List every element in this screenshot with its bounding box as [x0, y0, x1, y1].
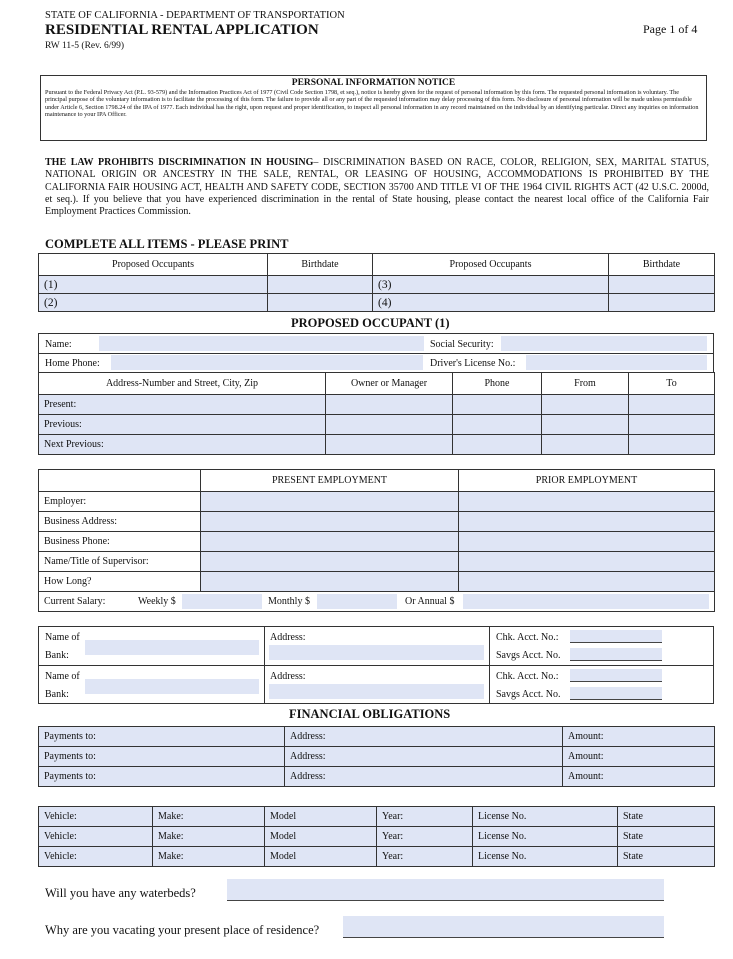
payments-address-1[interactable] — [285, 727, 563, 747]
occupant-4-label: (4) — [378, 296, 392, 309]
vacating-input[interactable] — [343, 916, 664, 938]
payments-amount-1[interactable] — [563, 727, 715, 747]
vehicle-label-3: Vehicle: — [44, 851, 77, 862]
present-label: Present: — [44, 399, 77, 410]
vehicle-model-1[interactable] — [265, 807, 377, 827]
vehicle-make-1[interactable] — [153, 807, 265, 827]
col-proposed-occupants-2: Proposed Occupants — [373, 254, 609, 276]
year-label-1: Year: — [382, 811, 404, 822]
bank-2-savgs-input[interactable] — [570, 687, 662, 700]
bank-accounts-box — [38, 626, 714, 704]
vehicle-2[interactable] — [39, 827, 153, 847]
prior-supervisor-input[interactable] — [459, 552, 715, 572]
occupant-2-label: (2) — [44, 296, 58, 309]
model-label-1: Model — [270, 811, 297, 822]
occupant-3-birthdate[interactable] — [609, 276, 715, 294]
occupant-4-field[interactable] — [373, 294, 609, 312]
drivers-license-label: Driver's License No.: — [430, 358, 516, 369]
present-to-field[interactable] — [629, 395, 715, 415]
occupant-2-birthdate[interactable] — [268, 294, 373, 312]
vehicles-table — [38, 806, 715, 867]
prior-employment-heading: PRIOR EMPLOYMENT — [459, 470, 715, 492]
present-business-phone-input[interactable] — [201, 532, 459, 552]
make-label-3: Make: — [158, 851, 184, 862]
state-label-2: State — [623, 831, 643, 842]
present-address-field[interactable] — [39, 395, 326, 415]
bank-2-name-input[interactable] — [85, 679, 259, 694]
col-birthdate: Birthdate — [268, 254, 373, 276]
next-previous-address-field[interactable] — [39, 435, 326, 455]
discrimination-lead: THE LAW PROHIBITS DISCRIMINATION IN HOUSING — [45, 157, 314, 168]
occupant-info-box — [38, 333, 714, 373]
next-previous-label: Next Previous: — [44, 439, 104, 450]
previous-owner-field[interactable] — [326, 415, 453, 435]
weekly-label: Weekly $ — [138, 596, 176, 607]
previous-from-field[interactable] — [542, 415, 629, 435]
state-label-1: State — [623, 811, 643, 822]
occupant-2-field[interactable] — [39, 294, 268, 312]
bank-2-bank-label: Bank: — [45, 689, 69, 700]
financial-obligations-table — [38, 726, 715, 787]
bank-1-name-input[interactable] — [85, 640, 259, 655]
financial-obligations-heading: FINANCIAL OBLIGATIONS — [289, 707, 451, 721]
occupant-1-birthdate[interactable] — [268, 276, 373, 294]
current-salary-label: Current Salary: — [44, 596, 106, 607]
vehicle-license-3[interactable] — [473, 847, 618, 867]
state-label-3: State — [623, 851, 643, 862]
payments-address-label-3: Address: — [290, 771, 326, 782]
model-label-2: Model — [270, 831, 297, 842]
bank-2-address-label: Address: — [270, 671, 306, 682]
monthly-label: Monthly $ — [268, 596, 310, 607]
occupant-3-field[interactable] — [373, 276, 609, 294]
form-number: RW 11-5 (Rev. 6/99) — [45, 41, 125, 51]
name-label: Name: — [45, 339, 72, 350]
vehicle-model-3[interactable] — [265, 847, 377, 867]
bank-1-savgs-label: Savgs Acct. No. — [496, 650, 561, 661]
previous-label: Previous: — [44, 419, 82, 430]
supervisor-label: Name/Title of Supervisor: — [39, 552, 201, 572]
bank-2-savgs-label: Savgs Acct. No. — [496, 689, 561, 700]
privacy-notice-body: Pursuant to the Federal Privacy Act (P.L. 93-579) and the Information Practices Act of 1977 (Civil Code Section 1798, et seq.), notice is hereby given for the request of personal information by this form. The requested personal information is voluntary. The principal purpose of the voluntary information is to facilitate the processing of this form. The failure to provide all or any part of the requested information may delay processing of this form. No disclosure of personal information will be made unless permissible under Article 6, Section 1798.24 of the IPA of 1977. Each individual has the right, upon request and proper identification, to inspect all personal information in any record maintained on the individual by an identifying particular. Direct any inquiries on information maintenance to your IPA Officer. — [45, 89, 699, 118]
payments-amount-label-3: Amount: — [568, 771, 604, 782]
privacy-notice-box — [40, 75, 707, 141]
bank-1-chk-label: Chk. Acct. No.: — [496, 632, 559, 643]
annual-label: Or Annual $ — [405, 596, 455, 607]
present-employer-input[interactable] — [201, 492, 459, 512]
bank-2-chk-label: Chk. Acct. No.: — [496, 671, 559, 682]
name-input[interactable] — [99, 336, 424, 351]
col-from: From — [542, 373, 629, 395]
weekly-salary-input[interactable] — [182, 594, 262, 609]
present-supervisor-input[interactable] — [201, 552, 459, 572]
bank-1-address-input[interactable] — [269, 645, 484, 660]
vehicle-label-2: Vehicle: — [44, 831, 77, 842]
vehicle-model-2[interactable] — [265, 827, 377, 847]
vehicle-label-1: Vehicle: — [44, 811, 77, 822]
vehicle-state-3[interactable] — [618, 847, 715, 867]
vehicle-license-2[interactable] — [473, 827, 618, 847]
previous-phone-field[interactable] — [453, 415, 542, 435]
payments-amount-label-2: Amount: — [568, 751, 604, 762]
present-from-field[interactable] — [542, 395, 629, 415]
vacating-question: Why are you vacating your present place of residence? — [45, 923, 320, 937]
vehicle-state-1[interactable] — [618, 807, 715, 827]
col-address: Address-Number and Street, City, Zip — [39, 373, 326, 395]
present-employment-heading: PRESENT EMPLOYMENT — [201, 470, 459, 492]
vehicle-3[interactable] — [39, 847, 153, 867]
address-history-table — [38, 372, 715, 455]
vehicle-year-1[interactable] — [377, 807, 473, 827]
prior-employer-input[interactable] — [459, 492, 715, 512]
payments-amount-label-1: Amount: — [568, 731, 604, 742]
form-title: RESIDENTIAL RENTAL APPLICATION — [45, 22, 319, 38]
vehicle-year-2[interactable] — [377, 827, 473, 847]
model-label-3: Model — [270, 851, 297, 862]
occupant-1-label: (1) — [44, 278, 58, 291]
discrimination-notice — [45, 157, 709, 218]
payments-to-label-2: Payments to: — [44, 751, 96, 762]
agency-line: STATE OF CALIFORNIA - DEPARTMENT OF TRANSPORTATION — [45, 10, 345, 21]
year-label-3: Year: — [382, 851, 404, 862]
present-phone-field[interactable] — [453, 395, 542, 415]
payments-address-label-1: Address: — [290, 731, 326, 742]
payments-address-2[interactable] — [285, 747, 563, 767]
employment-corner — [39, 470, 201, 492]
license-label-3: License No. — [478, 851, 527, 862]
waterbeds-question: Will you have any waterbeds? — [45, 886, 196, 900]
next-previous-owner-field[interactable] — [326, 435, 453, 455]
drivers-license-input[interactable] — [526, 355, 707, 370]
proposed-occupant-heading: PROPOSED OCCUPANT (1) — [291, 316, 450, 330]
previous-to-field[interactable] — [629, 415, 715, 435]
annual-salary-input[interactable] — [463, 594, 709, 609]
next-previous-from-field[interactable] — [542, 435, 629, 455]
home-phone-input[interactable] — [111, 355, 423, 370]
prior-how-long-input[interactable] — [459, 572, 715, 592]
how-long-label: How Long? — [39, 572, 201, 592]
current-salary-row — [39, 592, 715, 612]
bank-2-chk-input[interactable] — [570, 669, 662, 682]
payments-address-3[interactable] — [285, 767, 563, 787]
license-label-2: License No. — [478, 831, 527, 842]
vehicle-state-2[interactable] — [618, 827, 715, 847]
page-indicator: Page 1 of 4 — [643, 22, 698, 36]
bank-2-name-of-label: Name of — [45, 671, 80, 682]
vehicle-make-3[interactable] — [153, 847, 265, 867]
bank-1-bank-label: Bank: — [45, 650, 69, 661]
payments-to-3[interactable] — [39, 767, 285, 787]
payments-to-label-3: Payments to: — [44, 771, 96, 782]
privacy-notice-title: PERSONAL INFORMATION NOTICE — [291, 78, 456, 88]
occupants-table — [38, 253, 715, 312]
vehicle-year-3[interactable] — [377, 847, 473, 867]
next-previous-phone-field[interactable] — [453, 435, 542, 455]
ssn-input[interactable] — [501, 336, 707, 351]
previous-address-field[interactable] — [39, 415, 326, 435]
payments-to-2[interactable] — [39, 747, 285, 767]
year-label-2: Year: — [382, 831, 404, 842]
col-owner-manager: Owner or Manager — [326, 373, 453, 395]
bank-2-address-input[interactable] — [269, 684, 484, 699]
present-how-long-input[interactable] — [201, 572, 459, 592]
bank-1-chk-input[interactable] — [570, 630, 662, 643]
present-business-address-input[interactable] — [201, 512, 459, 532]
payments-amount-3[interactable] — [563, 767, 715, 787]
prior-business-phone-input[interactable] — [459, 532, 715, 552]
col-proposed-occupants: Proposed Occupants — [39, 254, 268, 276]
monthly-salary-input[interactable] — [317, 594, 397, 609]
payments-address-label-2: Address: — [290, 751, 326, 762]
payments-to-1[interactable] — [39, 727, 285, 747]
payments-amount-2[interactable] — [563, 747, 715, 767]
occupant-1-field[interactable] — [39, 276, 268, 294]
dash-glyph: – — [313, 157, 319, 168]
present-owner-field[interactable] — [326, 395, 453, 415]
payments-to-label-1: Payments to: — [44, 731, 96, 742]
vehicle-make-2[interactable] — [153, 827, 265, 847]
bank-1-address-label: Address: — [270, 632, 306, 643]
col-phone: Phone — [453, 373, 542, 395]
employment-table — [38, 469, 715, 612]
business-phone-label: Business Phone: — [39, 532, 201, 552]
ssn-label: Social Security: — [430, 339, 494, 350]
employer-label: Employer: — [39, 492, 201, 512]
license-label-1: License No. — [478, 811, 527, 822]
business-address-label: Business Address: — [39, 512, 201, 532]
vehicle-license-1[interactable] — [473, 807, 618, 827]
bank-1-name-of-label: Name of — [45, 632, 80, 643]
make-label-2: Make: — [158, 831, 184, 842]
make-label-1: Make: — [158, 811, 184, 822]
prior-business-address-input[interactable] — [459, 512, 715, 532]
col-to: To — [629, 373, 715, 395]
next-previous-to-field[interactable] — [629, 435, 715, 455]
occupant-3-label: (3) — [378, 278, 392, 291]
discrimination-text: DISCRIMINATION BASED ON RACE, COLOR, RELIGION, SEX, MARITAL STATUS, NATIONAL ORIGIN OR ANCESTRY IN THE SALE, RENTAL, OR LEASING OF HOUSING, ACCOMMODATIONS IS PROHIBITED BY THE CALIFORNIA FAIR HOUSING ACT, HEALTH AND SAFETY CODE, SECTION 35700 AND TITLE VI OF THE 1964 CIVIL RIGHTS ACT (42 U.S.C. 2000d, et seq.). If you believe that you have experienced discrimination in the rental of State housing, please contact the nearest local office of the California Fair Employment Practices Commission. — [45, 157, 709, 218]
col-birthdate-2: Birthdate — [609, 254, 715, 276]
occupant-4-birthdate[interactable] — [609, 294, 715, 312]
home-phone-label: Home Phone: — [45, 358, 100, 369]
vehicle-1[interactable] — [39, 807, 153, 827]
complete-all-items-heading: COMPLETE ALL ITEMS - PLEASE PRINT — [45, 237, 289, 251]
waterbeds-input[interactable] — [227, 879, 664, 901]
bank-1-savgs-input[interactable] — [570, 648, 662, 661]
